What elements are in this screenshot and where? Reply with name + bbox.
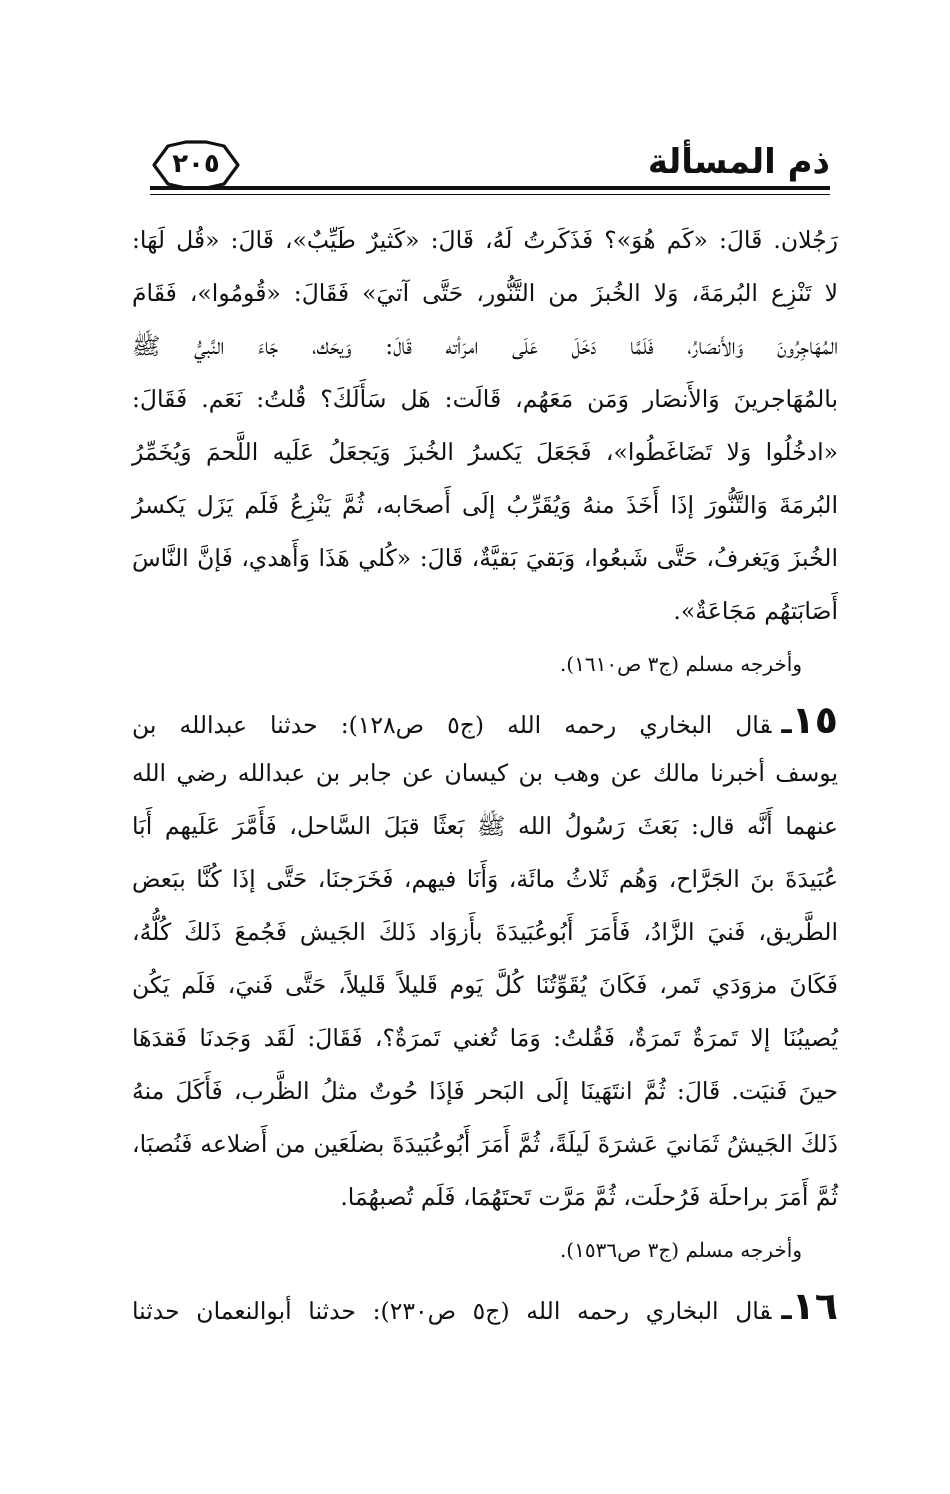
passage-continuation (132, 214, 838, 690)
text-line: المُهَاجِرُونَ وَالأَنصَارُ، فَلَمَّا دَخَلَ عَلَى امرَأته قَالَ: وَيحَك، جَاءَ النَّبيُّ ﷺ (132, 332, 838, 360)
source-reference: وأخرجه مسلم (ج٣ ص١٥٣٦). (559, 1238, 802, 1262)
text-line: ذَلكَ الجَيشُ ثَمَانيَ عَشرَةَ لَيلَةً، ثُمَّ أَمَرَ أَبُوعُبَيدَةَ بضلَعَين من أَضلاعه فَنُصبَا، (132, 1130, 838, 1158)
text-line: عنهما أَنَّه قال: بَعَثَ رَسُولُ الله ﷺ بَعثًا قبَلَ السَّاحل، فَأَمَّرَ عَلَيهم أَبَا (132, 812, 838, 840)
hadith-15-heading-line (132, 694, 838, 747)
book-title: ذم المسألة (647, 142, 830, 182)
hadith-16-heading-line (132, 1280, 838, 1333)
header-rule-thick (150, 186, 830, 190)
hadith-intro: قال البخاري رحمه الله (ج٥ ص٢٣٠): حدثنا أبوالنعمان حدثنا (132, 1297, 772, 1325)
text-line: الطَّريق، فَنيَ الزَّادُ، فَأَمَرَ أَبُوعُبَيدَةَ بأَزوَاد ذَلكَ الجَيش فَجُمعَ ذَلكَ كُلُّهُ، (132, 918, 838, 946)
text-line: لا تَنْزِع البُرمَةَ، وَلا الخُبزَ من التَّنُّور، حَتَّى آتيَ» فَقَالَ: «قُومُوا»، فَقَامَ (132, 279, 838, 307)
hadith-dash: ـ (781, 1292, 792, 1327)
page-body (132, 214, 838, 1333)
text-line: يُصيبُنَا إلا تَمرَةٌ تَمرَةٌ، فَقُلتُ: وَمَا تُغني تَمرَةٌ؟، فَقَالَ: لَقَد وَجَدنَا فَقدَهَا (132, 1024, 838, 1052)
text-line: أَصَابَتهُم مَجَاعَةٌ». (673, 597, 838, 625)
text-line: بالمُهَاجرينَ وَالأَنصَار وَمَن مَعَهُم، قَالَت: هَل سَأَلَكَ؟ قُلتُ: نَعَم. فَقَالَ: (132, 385, 838, 413)
page-header (150, 140, 830, 200)
text-line: ثُمَّ أَمَرَ براحلَة فَرُحلَت، ثُمَّ مَرَّت تَحتَهُمَا، فَلَم تُصبهُمَا. (340, 1183, 838, 1211)
text-line: رَجُلان. قَالَ: «كَم هُوَ»؟ فَذَكَرتُ لَهُ، قَالَ: «كَثيرٌ طَيِّبٌ»، قَالَ: «قُل لَهَا: (132, 226, 838, 254)
text-line: فَكَانَ مزوَدَي تَمر، فَكَانَ يُقَوِّتُنَا كُلَّ يَوم قَليلاً قَليلاً، حَتَّى فَنيَ، فَلَم يَكُن (132, 971, 838, 999)
page-number: ٢٠٥ (172, 149, 220, 179)
hadith-15 (132, 694, 838, 1276)
text-line: البُرمَةَ وَالتَّنُّورَ إذَا أَخَذَ منهُ وَيُقَرِّبُ إلَى أَصحَابه، ثُمَّ يَنْزِعُ فَلَم يَزَل يَكسرُ (132, 491, 838, 519)
text-line: الخُبزَ وَيَغرفُ، حَتَّى شَبعُوا، وَبَقيَ بَقيَّةٌ، قَالَ: «كُلي هَذَا وَأَهدي، فَإنَّ النَّاسَ (132, 544, 838, 572)
source-reference: وأخرجه مسلم (ج٣ ص١٦١٠). (559, 652, 802, 676)
text-line: «ادخُلُوا وَلا تَضَاغَطُوا»، فَجَعَلَ يَكسرُ الخُبزَ وَيَجعَلُ عَلَيه اللَّحمَ وَيُخَمِّرُ (132, 438, 838, 466)
hadith-dash: ـ (781, 706, 792, 741)
text-line: عُبَيدَةَ بنَ الجَرَّاح، وَهُم ثَلاثُ مائَة، وَأَنَا فيهم، فَخَرَجنَا، حَتَّى إذَا كُنَّا ببَعض (132, 865, 838, 893)
page-number-badge (150, 140, 242, 190)
hadith-number: ١٦ (791, 1284, 838, 1328)
text-line: يوسف أخبرنا مالك عن وهب بن كيسان عن جابر بن عبدالله رضي الله (132, 759, 838, 787)
hadith-intro: قال البخاري رحمه الله (ج٥ ص١٢٨): حدثنا عبدالله بن (132, 711, 772, 739)
hadith-16 (132, 1280, 838, 1333)
text-line: حينَ فَنيَت. قَالَ: ثُمَّ انتَهَينَا إلَى البَحر فَإذَا حُوتٌ مثلُ الظَّرب، فَأَكَلَ منهُ (132, 1077, 838, 1105)
hadith-number: ١٥ (791, 698, 838, 742)
header-rule-thin (150, 194, 830, 195)
